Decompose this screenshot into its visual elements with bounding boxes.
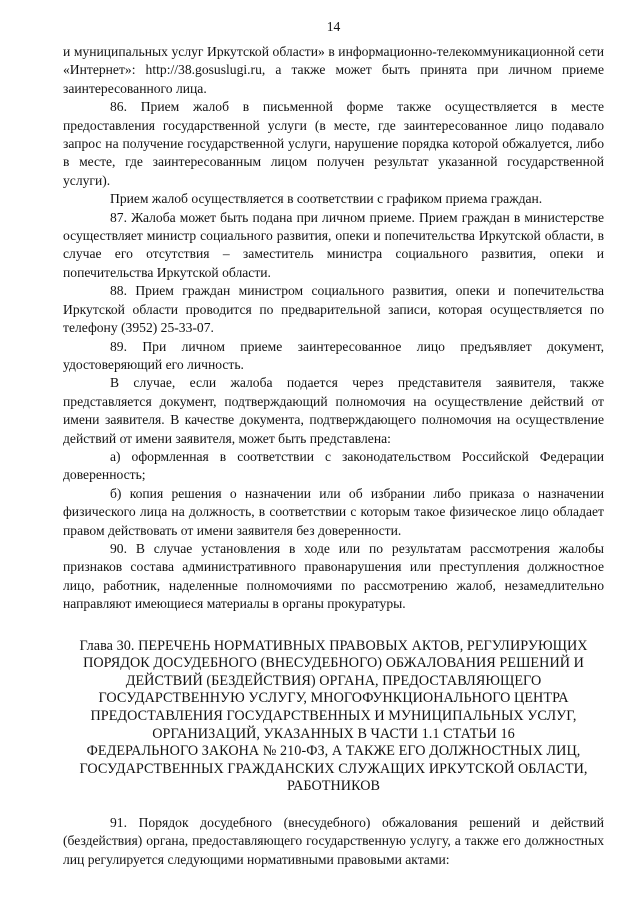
page-number: 14 <box>326 19 341 34</box>
chapter-heading-line: РАБОТНИКОВ <box>286 778 381 795</box>
chapter-heading <box>63 638 604 796</box>
chapter-heading-line: Глава 30. ПЕРЕЧЕНЬ НОРМАТИВНЫХ ПРАВОВЫХ АКТОВ, РЕГУЛИРУЮЩИХ <box>79 637 588 654</box>
chapter-heading-line: ГОСУДАРСТВЕННУЮ УСЛУГУ, МНОГОФУНКЦИОНАЛЬНОГО ЦЕНТРА <box>98 690 569 707</box>
paragraph-87: 87. Жалоба может быть подана при личном приеме. Прием граждан в министерстве осуществляет министр социального развития, опеки и попечительства Иркутской области, в случае его отсутствия – заместитель министра социального развития, опеки и попечительства Иркутской области. <box>63 209 604 280</box>
chapter-heading-line: ГОСУДАРСТВЕННЫХ ГРАЖДАНСКИХ СЛУЖАЩИХ ИРКУТСКОЙ ОБЛАСТИ, <box>79 760 588 777</box>
paragraph-item-b: б) копия решения о назначении или об избрании либо приказа о назначении физического лица на должность, в соответствии с которым такое физическое лицо обладает правом действовать от имени заявителя без доверенности. <box>63 485 604 538</box>
chapter-heading-line: ОРГАНИЗАЦИЙ, УКАЗАННЫХ В ЧАСТИ 1.1 СТАТЬИ 16 <box>152 725 515 742</box>
paragraph-91: 91. Порядок досудебного (внесудебного) обжалования решений и действий (бездействия) органа, предоставляющего государственную услугу, а также его должностных лиц регулируется следующими нормативными правовыми актами: <box>63 814 604 867</box>
chapter-heading-line: ДЕЙСТВИЙ (БЕЗДЕЙСТВИЯ) ОРГАНА, ПРЕДОСТАВЛЯЮЩЕГО <box>125 672 542 689</box>
chapter-heading-line: ПРЕДОСТАВЛЕНИЯ ГОСУДАРСТВЕННЫХ И МУНИЦИПАЛЬНЫХ УСЛУГ, <box>90 707 577 724</box>
paragraph-90: 90. В случае установления в ходе или по результатам рассмотрения жалобы признаков состава административного правонарушения или преступления должностное лицо, работник, наделенные полномочиями по рассмотрению жалоб, незамедлительно направляют имеющиеся материалы в органы прокуратуры. <box>63 540 604 612</box>
paragraph-continuation: и муниципальных услуг Иркутской области» в информационно-телекоммуникационной сети «Интернет»: http://38.gosuslugi.ru, а также может быть принята при личном приеме заинтересованного лица. <box>63 44 604 96</box>
paragraph-item-a: а) оформленная в соответствии с законодательством Российской Федерации доверенность; <box>63 448 604 483</box>
paragraph-88: 88. Прием граждан министром социального развития, опеки и попечительства Иркутской области проводится по предварительной записи, которая осуществляется по телефону (3952) 25-33-07. <box>63 283 604 336</box>
paragraph-89: 89. При личном приеме заинтересованное лицо предъявляет документ, удостоверяющий его личность. <box>63 338 604 372</box>
chapter-heading-line: ФЕДЕРАЛЬНОГО ЗАКОНА № 210-ФЗ, А ТАКЖЕ ЕГО ДОЛЖНОСТНЫХ ЛИЦ, <box>86 743 581 760</box>
body-text-top <box>63 43 604 614</box>
chapter-heading-line: ПОРЯДОК ДОСУДЕБНОГО (ВНЕСУДЕБНОГО) ОБЖАЛОВАНИЯ РЕШЕНИЙ И <box>83 655 584 672</box>
body-text-bottom <box>63 814 604 869</box>
paragraph-schedule: Прием жалоб осуществляется в соответствии с графиком приема граждан. <box>110 191 543 207</box>
paragraph-representative: В случае, если жалоба подается через представителя заявителя, также представляется документ, подтверждающий полномочия на осуществление действий от имени заявителя. В качестве документа, подтверждающего полномочия на осуществление действий от имени заявителя, может быть представлена: <box>63 375 604 446</box>
paragraph-86: 86. Прием жалоб в письменной форме также осуществляется в месте предоставления государственной услуги (в месте, где заинтересованное лицо подавало запрос на получение государственной услуги, нарушение порядка которой обжалуется, либо в месте, где заинтересованным лицом получен результат указанной государственной услуги). <box>63 99 604 188</box>
